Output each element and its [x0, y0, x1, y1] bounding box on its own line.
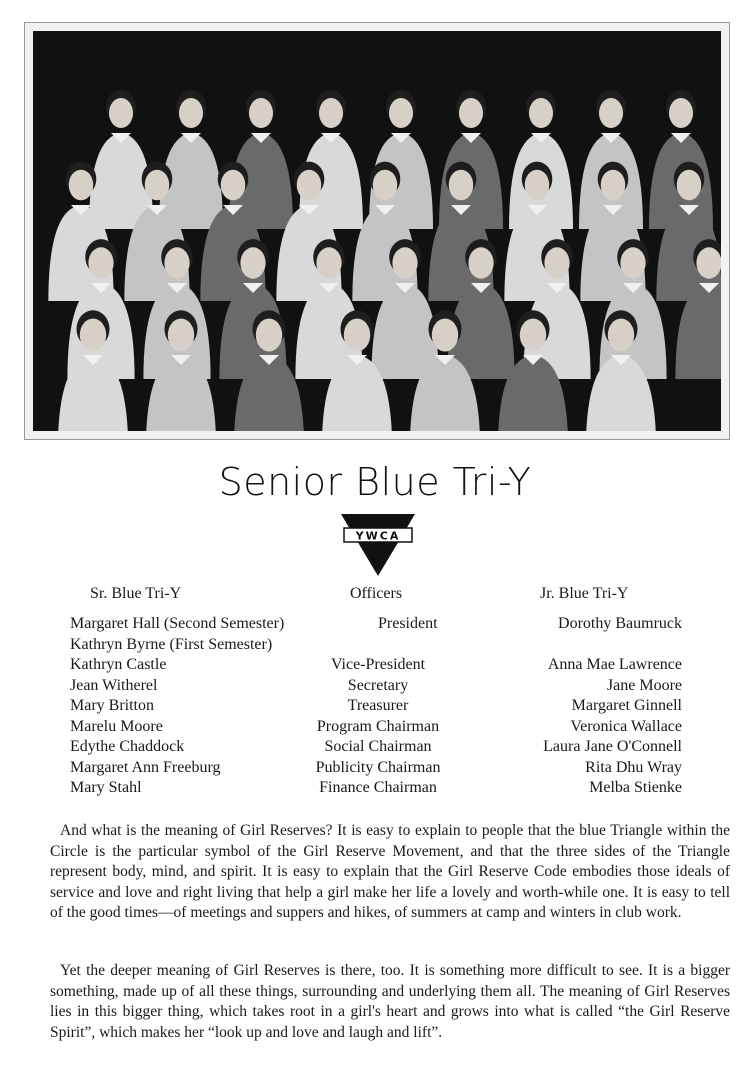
- jr-president: Dorothy Baumruck: [558, 615, 682, 632]
- office-title: Vice-President: [330, 656, 426, 673]
- officer-row: [0, 778, 750, 799]
- sr-president-first-semester: Kathryn Byrne (First Semester): [70, 635, 273, 653]
- group-photo: [24, 22, 730, 440]
- jr-officer-name: Rita Dhu Wray: [585, 758, 682, 776]
- jr-officer-name: Veronica Wallace: [570, 717, 682, 735]
- office-title: Social Chairman: [324, 738, 432, 755]
- group-photo-figures: [33, 31, 721, 431]
- officer-row: [0, 737, 750, 758]
- group-photo-image: [33, 31, 721, 431]
- sr-officer-name: Edythe Chaddock: [70, 738, 185, 755]
- jr-officer-name: Laura Jane O'Connell: [543, 738, 682, 755]
- emblem-text: YWCA: [355, 529, 401, 543]
- sr-officer-name: Margaret Ann Freeburg: [70, 758, 221, 776]
- officer-row: [0, 655, 750, 676]
- sr-officer-name: Jean Witherel: [70, 676, 158, 694]
- jr-officer-name: Jane Moore: [606, 676, 682, 694]
- sr-officer-name: Mary Stahl: [70, 779, 142, 796]
- person-figure: [89, 90, 153, 229]
- jr-officer-name: Anna Mae Lawrence: [547, 656, 682, 673]
- officer-row: [0, 717, 750, 738]
- office-title: Secretary: [347, 676, 409, 694]
- office-title: Finance Chairman: [319, 779, 437, 796]
- sr-officer-name: Mary Britton: [70, 697, 154, 714]
- jr-officer-name: Melba Stienke: [589, 779, 682, 796]
- officers-table: [0, 584, 750, 799]
- office-title: Treasurer: [347, 697, 409, 714]
- sr-president-second-semester: Margaret Hall (Second Semester): [70, 615, 285, 632]
- officer-row-president-first-semester: [0, 635, 750, 656]
- office-president: President: [378, 615, 438, 632]
- sr-officer-name: Marelu Moore: [70, 717, 163, 735]
- ywca-triangle-icon: [338, 512, 418, 578]
- header-jr-blue: Jr. Blue Tri-Y: [540, 585, 629, 602]
- office-title: Publicity Chairman: [315, 758, 441, 776]
- officer-row: [0, 676, 750, 697]
- officer-row: [0, 758, 750, 779]
- officer-row-president: [0, 614, 750, 635]
- officer-row: [0, 696, 750, 717]
- officers-header-row: [0, 584, 750, 614]
- jr-officer-name: Margaret Ginnell: [571, 697, 682, 714]
- page-title: Senior Blue Tri-Y: [218, 460, 532, 504]
- body-paragraph-2: Yet the deeper meaning of Girl Reserves is there, too. It is something more difficult to see. It is a bigger something, made up of all these things, surrounding and underlying them all. The meaning of Girl Reserves lies in this bigger thing, which takes root in a girl's heart and grows into what is called “the Girl Reserve Spirit”, which makes her “look up and love and laugh and lift”.: [50, 962, 730, 1041]
- person-figure: [439, 90, 503, 229]
- office-title: Program Chairman: [316, 717, 440, 735]
- sr-officer-name: Kathryn Castle: [70, 656, 167, 673]
- header-sr-blue: Sr. Blue Tri-Y: [90, 585, 182, 602]
- body-paragraph-1: And what is the meaning of Girl Reserves? It is easy to explain to people that the blue Triangle within the Circle is the particular symbol of the Girl Reserve Movement, and that the three sides of the Triangle represent body, mind, and spirit. It is easy to explain that the Girl Reserve Code embodies those ideals of service and love and right living that help a girl make her life a lovely and worth-while one. It is easy to tell of the good times—of meetings and suppers and hikes, of summers at camp and winters in club work.: [50, 822, 730, 921]
- header-officers: Officers: [349, 585, 403, 602]
- person-figure: [159, 90, 223, 229]
